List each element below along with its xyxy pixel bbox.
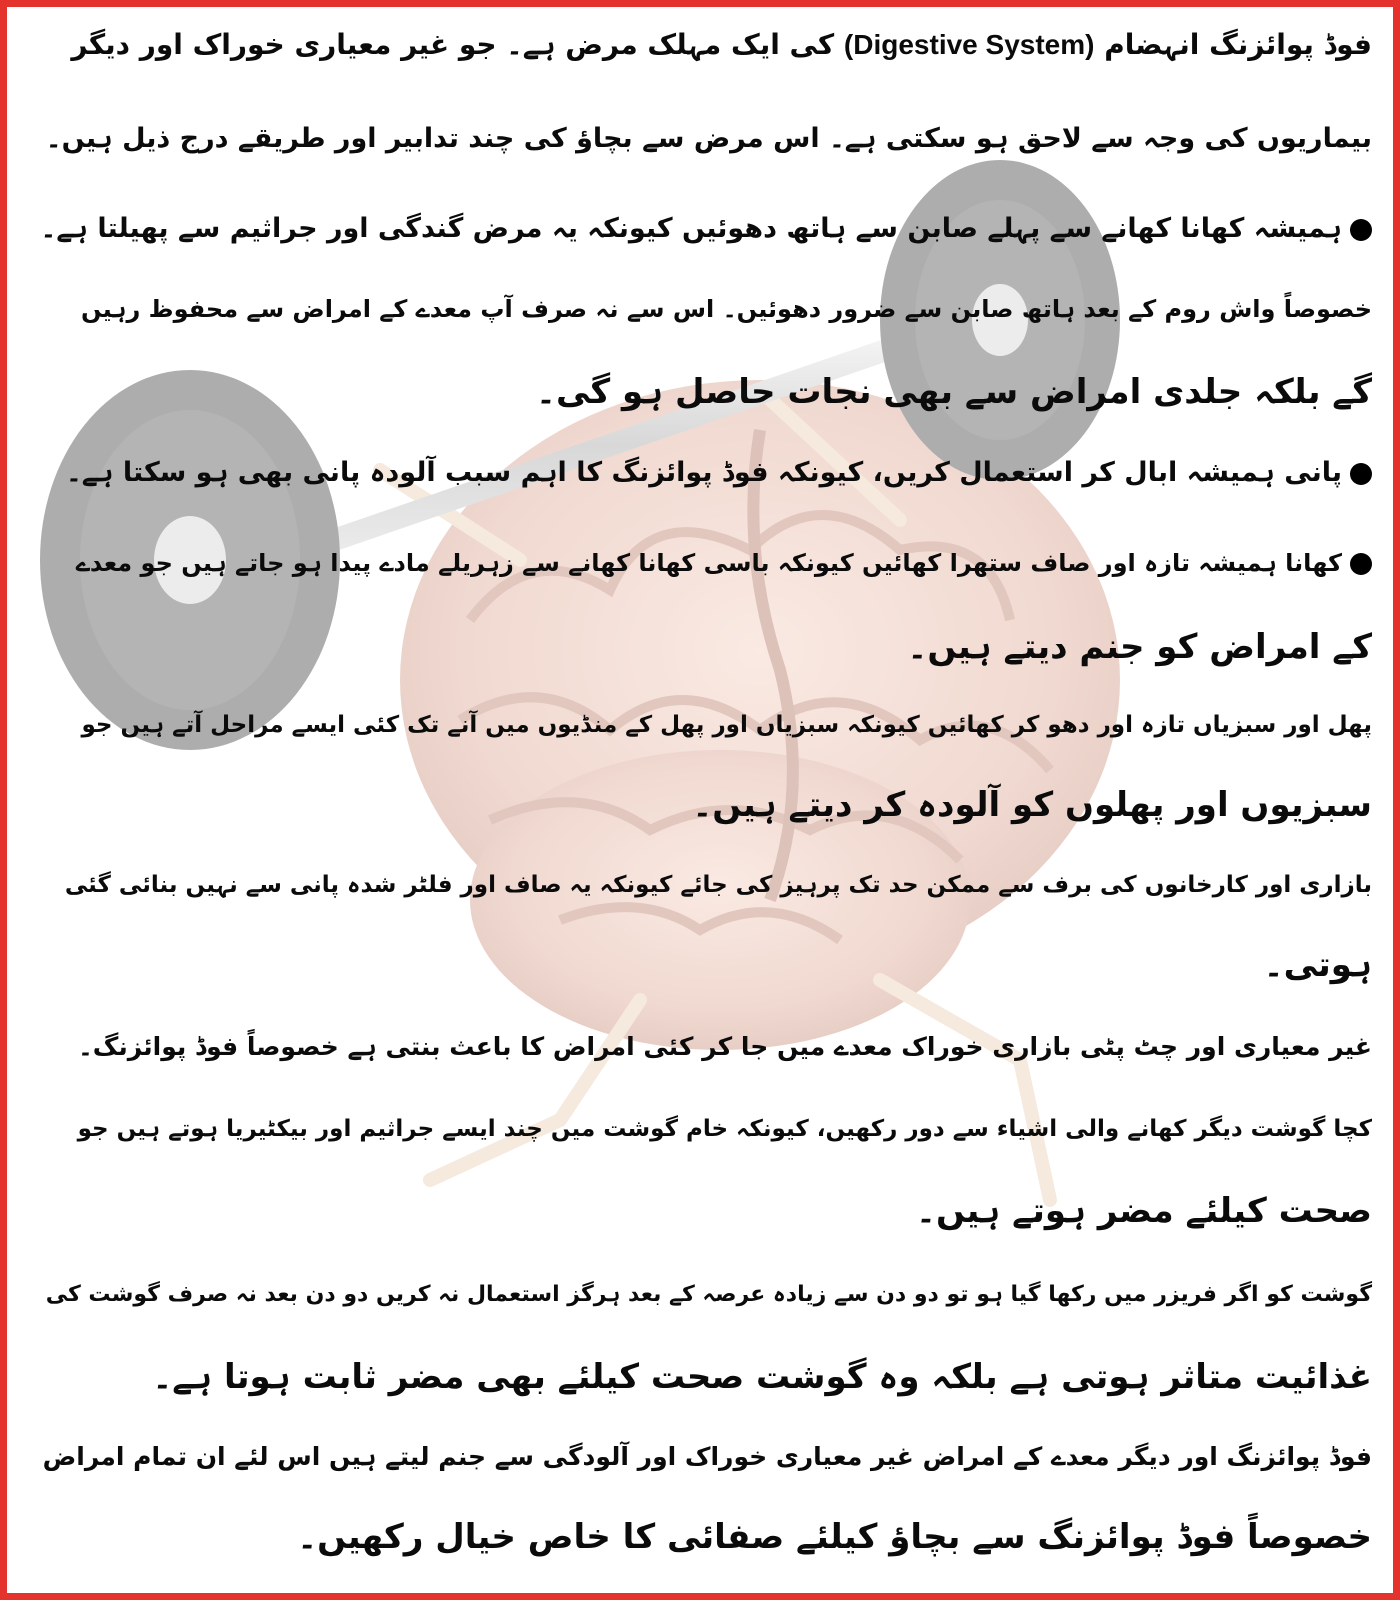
bullet-dot-icon — [1350, 463, 1372, 485]
tip-line: کے امراض کو جنم دیتے ہیں۔ — [907, 627, 1372, 667]
tip-line — [66, 444, 1372, 502]
tip-line: صحت کیلئے مضر ہوتے ہیں۔ — [916, 1191, 1372, 1231]
tip-line: گوشت کو اگر فریزر میں رکھا گیا ہو تو دو دن سے زیادہ عرصہ کے بعد ہرگز استعمال نہ کریں دو دن بعد نہ صرف گوشت کی — [45, 1282, 1372, 1307]
tip-line — [76, 534, 1372, 592]
tip-line: پھل اور سبزیاں تازہ اور دھو کر کھائیں کیونکہ سبزیاں اور پھل کے منڈیوں میں آنے تک کئی ایسے مراحل آتے ہیں جو — [81, 712, 1372, 738]
tip-text: کھانا ہمیشہ تازہ اور صاف ستھرا کھائیں کیونکہ باسی کھانا کھانے سے زہریلے مادے پیدا ہو جاتے ہیں جو معدے — [75, 549, 1342, 577]
tip-text: ہمیشہ کھانا کھانے سے پہلے صابن سے ہاتھ دھوئیں کیونکہ یہ مرض گندگی اور جراثیم سے پھیلتا ہے۔ — [40, 213, 1342, 244]
intro-line-1-start: فوڈ پوائزنگ انہضام — [1104, 28, 1372, 61]
tip-line: فوڈ پوائزنگ اور دیگر معدے کے امراض غیر معیاری خوراک اور آلودگی سے جنم لیتے ہیں اس لئے ان تمام امراض — [42, 1442, 1372, 1471]
intro-line-1 — [71, 16, 1372, 74]
tip-line: سبزیوں اور پھلوں کو آلودہ کر دیتے ہیں۔ — [692, 785, 1372, 825]
intro-line-1-end: کی ایک مہلک مرض ہے۔ جو غیر معیاری خوراک اور دیگر — [71, 28, 835, 61]
tip-text: پانی ہمیشہ ابال کر استعمال کریں، کیونکہ فوڈ پوائزنگ کا اہم سبب آلودہ پانی بھی ہو سکتا ہے۔ — [65, 457, 1342, 488]
tip-line: خصوصاً فوڈ پوائزنگ سے بچاؤ کیلئے صفائی کا خاص خیال رکھیں۔ — [297, 1517, 1372, 1557]
tip-line — [41, 200, 1372, 258]
digestive-system-term: (Digestive System) — [843, 29, 1095, 60]
bullet-dot-icon — [1350, 553, 1372, 575]
intro-line-2: بیماریوں کی وجہ سے لاحق ہو سکتی ہے۔ اس مرض سے بچاؤ کی چند تدابیر اور طریقے درج ذیل ہیں۔ — [45, 123, 1372, 154]
tip-line: گے بلکہ جلدی امراض سے بھی نجات حاصل ہو گی۔ — [536, 372, 1372, 412]
tip-line: غذائیت متاثر ہوتی ہے بلکہ وہ گوشت صحت کیلئے بھی مضر ثابت ہوتا ہے۔ — [152, 1357, 1372, 1397]
tip-line: خصوصاً واش روم کے بعد ہاتھ صابن سے ضرور دھوئیں۔ اس سے نہ صرف آپ معدے کے امراض سے محفوظ رہیں — [81, 295, 1372, 323]
bullet-dot-icon — [1350, 219, 1372, 241]
tip-line: کچا گوشت دیگر کھانے والی اشیاء سے دور رکھیں، کیونکہ خام گوشت میں چند ایسے جراثیم اور بیکٹیریا ہوتے ہیں جو — [77, 1116, 1372, 1142]
tip-line: غیر معیاری اور چٹ پٹی بازاری خوراک معدے میں جا کر کئی امراض کا باعث بنتی ہے خصوصاً فوڈ پوائزنگ۔ — [78, 1032, 1372, 1061]
tip-line: ہوتی۔ — [1263, 945, 1372, 985]
tip-line: بازاری اور کارخانوں کی برف سے ممکن حد تک پرہیز کی جائے کیونکہ یہ صاف اور فلٹر شدہ پانی سے نہیں بنائی گئی — [64, 872, 1372, 898]
